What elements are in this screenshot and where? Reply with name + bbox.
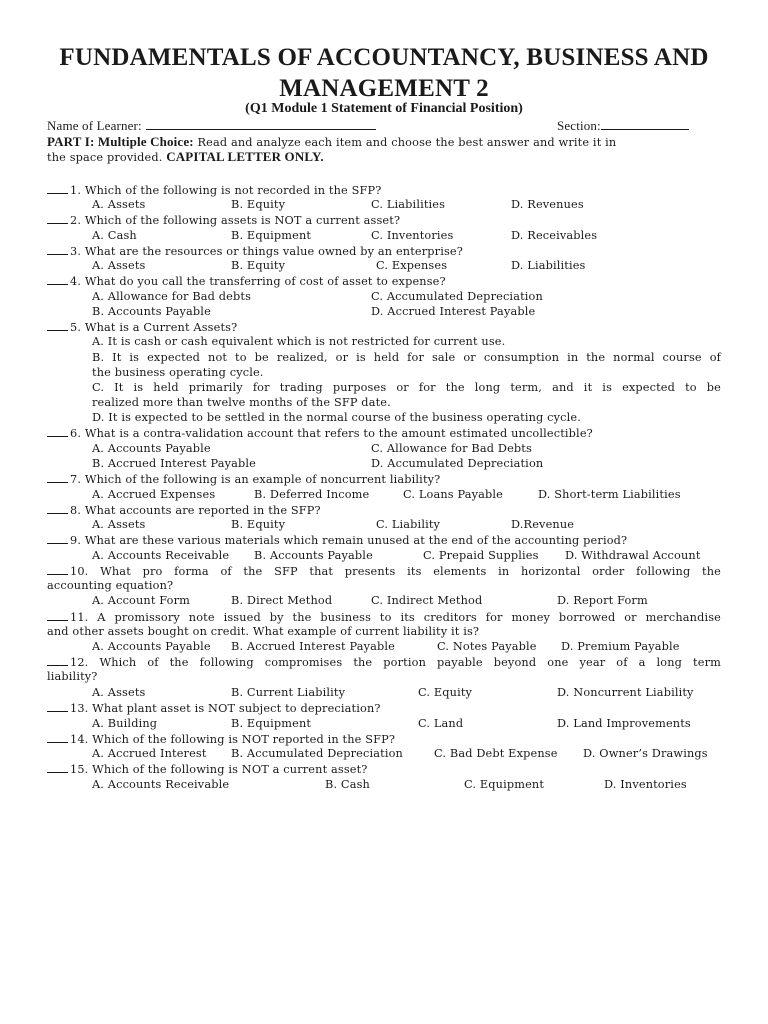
option: C. Inventories [371, 229, 454, 242]
question-10-continued: accounting equation? [47, 579, 174, 592]
instructions-line-1 [47, 134, 721, 150]
page-subtitle: (Q1 Module 1 Statement of Financial Position) [245, 101, 523, 116]
name-blank[interactable] [146, 118, 376, 130]
option: B. Cash [325, 778, 370, 791]
answer-blank[interactable] [47, 212, 68, 224]
instructions-line-2 [47, 149, 324, 165]
option: A. Accounts Receivable [92, 549, 230, 562]
option: C. Equity [418, 686, 473, 699]
option: A. Accounts Payable [92, 442, 211, 455]
answer-blank[interactable] [47, 761, 68, 773]
question-text: 2. Which of the following assets is NOT a current asset? [70, 214, 401, 227]
option: D. Liabilities [511, 259, 586, 272]
option: A. Assets [92, 198, 146, 211]
answer-blank[interactable] [47, 563, 68, 575]
option: A. Assets [92, 686, 146, 699]
instructions-text-1: Read and analyze each item and choose the best answer and write it in [197, 136, 617, 149]
option: C. Liabilities [371, 198, 446, 211]
option: C. Liability [376, 518, 441, 531]
question-text: 8. What accounts are reported in the SFP? [70, 504, 321, 517]
option: C. Indirect Method [371, 594, 483, 607]
option: C. Equipment [464, 778, 545, 791]
option: D.Revenue [511, 518, 575, 531]
question-14 [47, 731, 395, 747]
answer-blank[interactable] [47, 319, 68, 331]
option: B. Accrued Interest Payable [92, 457, 256, 470]
option: A. Account Form [92, 594, 191, 607]
option: C. Land [418, 717, 464, 730]
option: B. Current Liability [231, 686, 346, 699]
option: D. Land Improvements [557, 717, 691, 730]
question-1 [47, 182, 381, 198]
question-6 [47, 425, 593, 441]
answer-blank[interactable] [47, 243, 68, 255]
question-text: 13. What plant asset is NOT subject to depreciation? [70, 702, 381, 715]
option: C. Allowance for Bad Debts [371, 442, 532, 455]
option: B. Accrued Interest Payable [231, 640, 395, 653]
name-line [47, 118, 376, 134]
option: A. Accrued Expenses [92, 488, 216, 501]
option: D. Owner’s Drawings [583, 747, 708, 760]
answer-blank[interactable] [47, 731, 68, 743]
question-5 [47, 319, 237, 335]
option: A. Accrued Interest [92, 747, 207, 760]
option: B. Accumulated Depreciation [231, 747, 403, 760]
option: A. Assets [92, 518, 146, 531]
question-text: 7. Which of the following is an example of noncurrent liability? [70, 473, 441, 486]
option-continued: realized more than twelve months of the SFP date. [92, 396, 391, 409]
question-11-continued: and other assets bought on credit. What example of current liability it is? [47, 625, 480, 638]
instructions-text-2: the space provided. [47, 151, 163, 164]
option: D. Short-term Liabilities [538, 488, 681, 501]
option: C. Loans Payable [403, 488, 504, 501]
option: D. Noncurrent Liability [557, 686, 694, 699]
question-3 [47, 243, 463, 259]
option: D. Premium Payable [561, 640, 680, 653]
option: C. Accumulated Depreciation [371, 290, 543, 303]
option: D. It is expected to be settled in the normal course of the business operating cycle. [92, 411, 581, 424]
page-title: FUNDAMENTALS OF ACCOUNTANCY, BUSINESS AND MANAGEMENT 2 [59, 44, 709, 102]
section-label: Section: [557, 118, 601, 133]
question-text: 15. Which of the following is NOT a current asset? [70, 763, 368, 776]
question-12-continued: liability? [47, 670, 98, 683]
option: D. Accumulated Depreciation [371, 457, 544, 470]
option: B. Equity [231, 518, 286, 531]
question-12 [47, 654, 721, 670]
option: C. Expenses [376, 259, 448, 272]
answer-blank[interactable] [47, 182, 68, 194]
option: C. Prepaid Supplies [423, 549, 539, 562]
question-15 [47, 761, 368, 777]
name-label: Name of Learner: [47, 118, 142, 133]
question-10 [47, 563, 721, 579]
option: B. It is expected not to be realized, or is held for sale or consumption in the normal course of [92, 351, 721, 364]
answer-blank[interactable] [47, 532, 68, 544]
question-13 [47, 700, 381, 716]
option: C. Bad Debt Expense [434, 747, 558, 760]
option: D. Report Form [557, 594, 648, 607]
answer-blank[interactable] [47, 654, 68, 666]
question-text: 12. Which of the following compromises the portion payable beyond one year of a long term [70, 656, 721, 669]
option: D. Revenues [511, 198, 584, 211]
question-2 [47, 212, 400, 228]
part-label: PART I: Multiple Choice: [47, 134, 194, 149]
question-text: 11. A promissory note issued by the business to its creditors for money borrowed or merchandise [70, 611, 721, 624]
option: B. Accounts Payable [254, 549, 373, 562]
option: B. Accounts Payable [92, 305, 211, 318]
question-text: 10. What pro forma of the SFP that presents its elements in horizontal order following the [70, 565, 721, 578]
caps-note: CAPITAL LETTER ONLY. [166, 149, 324, 164]
answer-blank[interactable] [47, 273, 68, 285]
answer-blank[interactable] [47, 502, 68, 514]
option: B. Deferred Income [254, 488, 370, 501]
section-blank[interactable] [601, 118, 689, 130]
option: A. Cash [92, 229, 137, 242]
option: B. Equity [231, 198, 286, 211]
option-continued: the business operating cycle. [92, 366, 264, 379]
option: B. Direct Method [231, 594, 333, 607]
option: A. Assets [92, 259, 146, 272]
answer-blank[interactable] [47, 425, 68, 437]
question-text: 14. Which of the following is NOT reported in the SFP? [70, 733, 396, 746]
option: B. Equipment [231, 229, 312, 242]
question-9 [47, 532, 627, 548]
option: A. Allowance for Bad debts [92, 290, 252, 303]
option: D. Withdrawal Account [565, 549, 701, 562]
option: A. Accounts Receivable [92, 778, 230, 791]
question-text: 6. What is a contra-validation account that refers to the amount estimated uncollectible? [70, 427, 593, 440]
option: D. Accrued Interest Payable [371, 305, 536, 318]
option: C. It is held primarily for trading purposes or for the long term, and it is expected to be [92, 381, 721, 394]
question-text: 1. Which of the following is not recorded in the SFP? [70, 184, 382, 197]
option: B. Equity [231, 259, 286, 272]
option: D. Receivables [511, 229, 598, 242]
answer-blank[interactable] [47, 700, 68, 712]
question-8 [47, 502, 321, 518]
option: D. Inventories [604, 778, 687, 791]
question-text: 5. What is a Current Assets? [70, 321, 238, 334]
question-4 [47, 273, 446, 289]
option: A. It is cash or cash equivalent which is not restricted for current use. [92, 335, 506, 348]
section-line [557, 118, 689, 134]
option: C. Notes Payable [437, 640, 537, 653]
question-text: 9. What are these various materials which remain unused at the end of the accounting period? [70, 534, 628, 547]
option: A. Building [92, 717, 158, 730]
answer-blank[interactable] [47, 471, 68, 483]
question-text: 3. What are the resources or things value owned by an enterprise? [70, 245, 463, 258]
question-text: 4. What do you call the transferring of cost of asset to expense? [70, 275, 446, 288]
question-7 [47, 471, 440, 487]
question-11 [47, 609, 721, 625]
answer-blank[interactable] [47, 609, 68, 621]
option: B. Equipment [231, 717, 312, 730]
option: A. Accounts Payable [92, 640, 211, 653]
